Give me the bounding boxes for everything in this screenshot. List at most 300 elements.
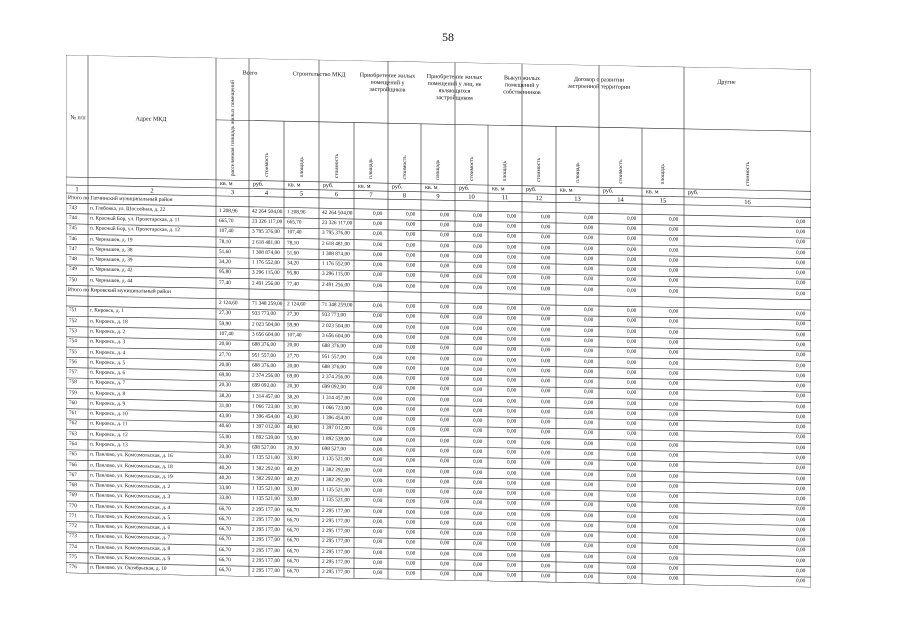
row-zero-value: 0,00 <box>373 272 383 279</box>
row-zero-value: 0,00 <box>669 483 679 490</box>
row-zero-value: 0,00 <box>627 236 637 243</box>
row-area: 27,30 <box>219 310 231 317</box>
row-zero-value: 0,00 <box>627 379 637 387</box>
row-area-construction: 77,40 <box>287 280 299 288</box>
unit-label: руб. <box>392 184 403 191</box>
row-zero-value: 0,00 <box>406 396 416 403</box>
row-zero-value: 0,00 <box>373 210 383 217</box>
unit-label: руб. <box>253 181 264 188</box>
row-area: 20,30 <box>219 443 231 451</box>
row-index: 766 <box>69 461 77 468</box>
row-zero-value: 0,00 <box>796 362 806 369</box>
column-number: 3 <box>230 188 235 196</box>
row-zero-value: 0,00 <box>541 439 551 447</box>
row-zero-value: 0,00 <box>796 516 806 523</box>
row-zero-value: 0,00 <box>406 468 416 475</box>
row-zero-value: 0,00 <box>627 266 637 274</box>
row-cost-construction: 933 773,00 <box>322 312 346 319</box>
row-zero-value: 0,00 <box>541 470 551 477</box>
row-area-construction: 38,20 <box>287 393 299 401</box>
row-area: 33,00 <box>219 495 231 502</box>
row-index: 776 <box>69 564 77 571</box>
row-address: п. Кировск, д. 3 <box>90 338 126 346</box>
row-zero-value: 0,00 <box>796 557 806 564</box>
row-zero-value: 0,00 <box>627 349 637 356</box>
row-area: 59,90 <box>219 320 231 327</box>
row-zero-value: 0,00 <box>584 502 594 509</box>
row-zero-value: 0,00 <box>406 211 416 218</box>
row-zero-value: 0,00 <box>541 460 551 467</box>
row-address: п. Павлово, ул. Комсомольская, д. 2 <box>90 482 171 491</box>
row-zero-value: 0,00 <box>627 410 637 417</box>
row-address: п. Кировск, д. 4 <box>90 349 126 356</box>
row-address: г. Кировск, д. 1 <box>90 307 124 315</box>
row-zero-value: 0,00 <box>669 565 679 572</box>
row-area-construction: 20,00 <box>287 342 299 349</box>
row-area-construction: 66,70 <box>287 517 299 524</box>
row-zero-value: 0,00 <box>507 572 517 579</box>
row-zero-value: 0,00 <box>541 429 551 436</box>
row-zero-value: 0,00 <box>507 264 517 271</box>
row-area: 33,00 <box>219 485 231 492</box>
row-zero-value: 0,00 <box>541 244 551 251</box>
row-zero-value: 0,00 <box>406 262 416 269</box>
row-zero-value: 0,00 <box>627 277 637 284</box>
row-index: 774 <box>69 543 77 550</box>
row-zero-value: 0,00 <box>373 241 383 248</box>
column-number: 11 <box>501 193 509 201</box>
column-number: 9 <box>436 192 440 200</box>
row-address: п. Кировск, д. 10 <box>90 410 128 418</box>
row-area: 40,20 <box>219 464 231 471</box>
row-address: п. Павлово, ул. Комсомольская, д. 3 <box>90 492 171 501</box>
row-zero-value: 0,00 <box>796 496 806 503</box>
row-zero-value: 0,00 <box>440 520 450 527</box>
row-zero-value: 0,00 <box>406 570 416 577</box>
row-zero-value: 0,00 <box>627 431 637 438</box>
row-zero-value: 0,00 <box>669 370 679 377</box>
row-zero-value: 0,00 <box>440 314 450 321</box>
row-zero-value: 0,00 <box>584 266 594 273</box>
column-number: 7 <box>369 191 373 199</box>
row-zero-value: 0,00 <box>473 284 483 291</box>
row-cost: 71 348 259,00 <box>252 300 283 308</box>
subheader: стоимость <box>744 161 751 187</box>
row-zero-value: 0,00 <box>541 511 551 518</box>
group-row-title: Итого по Кировский муниципальный район <box>68 286 171 295</box>
row-zero-value: 0,00 <box>373 323 383 330</box>
row-zero-value: 0,00 <box>584 533 594 540</box>
row-zero-value: 0,00 <box>373 477 383 484</box>
row-zero-value: 0,00 <box>406 478 416 485</box>
row-area: 95,80 <box>219 269 231 276</box>
row-cost-construction: 71 348 259,00 <box>322 302 353 309</box>
row-cost-construction: 42 264 504,00 <box>322 209 353 217</box>
row-zero-value: 0,00 <box>440 222 450 229</box>
row-zero-value: 0,00 <box>796 444 806 451</box>
row-cost: 3 656 604,00 <box>252 331 280 339</box>
row-cost: 2 618 481,00 <box>252 239 280 246</box>
row-cost: 42 264 504,00 <box>252 208 283 215</box>
row-zero-value: 0,00 <box>584 358 594 365</box>
row-area-construction: 69,00 <box>287 373 299 380</box>
row-zero-value: 0,00 <box>440 242 450 249</box>
row-zero-value: 0,00 <box>584 481 594 488</box>
row-cost-construction: 3 795 376,00 <box>322 230 350 237</box>
row-zero-value: 0,00 <box>373 549 383 556</box>
subheader: площадь <box>574 162 581 183</box>
row-cost-construction: 2 491 256,00 <box>322 281 350 289</box>
row-zero-value: 0,00 <box>796 270 806 277</box>
row-zero-value: 0,00 <box>507 285 517 292</box>
column-number: 6 <box>334 190 339 198</box>
row-zero-value: 0,00 <box>669 555 679 562</box>
row-zero-value: 0,00 <box>627 574 637 582</box>
row-area-construction: 31,00 <box>287 404 299 411</box>
row-zero-value: 0,00 <box>507 439 517 446</box>
row-zero-value: 0,00 <box>541 316 551 323</box>
row-zero-value: 0,00 <box>669 236 679 244</box>
row-cost: 699 092,00 <box>252 382 276 390</box>
row-zero-value: 0,00 <box>584 574 594 581</box>
row-address: п. Чернышев, д. 38 <box>90 246 133 254</box>
row-zero-value: 0,00 <box>507 480 517 487</box>
row-zero-value: 0,00 <box>440 437 450 445</box>
row-area-construction: 2 124,60 <box>287 301 306 308</box>
row-zero-value: 0,00 <box>627 503 637 510</box>
row-zero-value: 0,00 <box>473 469 483 476</box>
row-zero-value: 0,00 <box>507 408 517 415</box>
row-zero-value: 0,00 <box>796 331 806 338</box>
row-zero-value: 0,00 <box>669 360 679 367</box>
row-area: 43,00 <box>219 413 231 420</box>
row-cost-construction: 3 296 115,00 <box>322 271 350 278</box>
row-zero-value: 0,00 <box>627 328 637 335</box>
row-address: п. Глебовка, ул. Шоссейная, д. 22 <box>90 205 166 213</box>
row-index: 762 <box>69 420 77 427</box>
row-cost-construction: 1 135 521,00 <box>322 456 350 463</box>
row-area: 31,00 <box>219 402 231 410</box>
row-zero-value: 0,00 <box>507 459 517 466</box>
row-index: 754 <box>69 338 77 345</box>
row-zero-value: 0,00 <box>373 231 383 238</box>
row-zero-value: 0,00 <box>584 286 594 293</box>
row-zero-value: 0,00 <box>507 511 517 518</box>
row-zero-value: 0,00 <box>796 218 806 225</box>
row-zero-value: 0,00 <box>473 541 483 548</box>
row-zero-value: 0,00 <box>796 547 806 554</box>
row-zero-value: 0,00 <box>373 467 383 474</box>
row-zero-value: 0,00 <box>507 305 517 312</box>
row-zero-value: 0,00 <box>627 544 637 551</box>
row-cost-construction: 698 527,00 <box>322 445 346 453</box>
column-number: 1 <box>75 185 79 193</box>
row-zero-value: 0,00 <box>669 452 679 459</box>
row-area-construction: 95,80 <box>287 270 299 277</box>
row-zero-value: 0,00 <box>373 508 383 515</box>
row-index: 747 <box>69 245 77 253</box>
row-zero-value: 0,00 <box>406 447 416 454</box>
row-zero-value: 0,00 <box>373 364 383 371</box>
row-zero-value: 0,00 <box>440 468 450 475</box>
row-zero-value: 0,00 <box>669 339 679 346</box>
row-address: п. Павлово, ул. Комсомольская, д. 16 <box>90 451 173 460</box>
row-cost: 1 397 012,00 <box>252 424 280 431</box>
row-zero-value: 0,00 <box>627 369 637 376</box>
column-number: 5 <box>299 189 304 198</box>
row-zero-value: 0,00 <box>473 438 483 445</box>
row-cost-construction: 2 295 177,00 <box>322 507 350 515</box>
row-index: 753 <box>69 328 77 335</box>
row-zero-value: 0,00 <box>584 450 594 458</box>
row-index: 750 <box>69 276 77 283</box>
subheader: расселяемая площадь жилых помещений <box>229 79 236 177</box>
row-zero-value: 0,00 <box>627 246 637 253</box>
row-zero-value: 0,00 <box>473 346 483 353</box>
row-zero-value: 0,00 <box>473 233 483 240</box>
row-zero-value: 0,00 <box>507 213 517 220</box>
row-zero-value: 0,00 <box>406 303 416 310</box>
row-zero-value: 0,00 <box>473 520 483 527</box>
column-number: 8 <box>402 191 407 200</box>
row-address: п. Кировск, д. 6 <box>90 369 126 377</box>
row-area: 66,70 <box>219 505 231 512</box>
row-zero-value: 0,00 <box>584 337 594 345</box>
row-zero-value: 0,00 <box>406 385 416 393</box>
row-zero-value: 0,00 <box>541 563 551 570</box>
row-zero-value: 0,00 <box>507 490 517 497</box>
row-cost: 2 295 177,00 <box>252 536 280 544</box>
row-zero-value: 0,00 <box>440 478 450 486</box>
row-zero-value: 0,00 <box>473 551 483 558</box>
row-zero-value: 0,00 <box>541 501 551 508</box>
row-zero-value: 0,00 <box>507 521 517 528</box>
subheader: стоимость <box>401 155 408 180</box>
row-area-construction: 78,10 <box>287 239 299 247</box>
row-address: п. Кировск, д. 7 <box>90 379 126 387</box>
row-zero-value: 0,00 <box>440 211 450 219</box>
row-area: 66,70 <box>219 556 231 564</box>
row-index: 745 <box>69 225 77 232</box>
row-zero-value: 0,00 <box>373 529 383 536</box>
row-zero-value: 0,00 <box>373 570 383 577</box>
row-zero-value: 0,00 <box>473 263 483 271</box>
row-zero-value: 0,00 <box>406 355 416 362</box>
row-zero-value: 0,00 <box>473 243 483 250</box>
row-zero-value: 0,00 <box>584 420 594 427</box>
row-area-construction: 40,60 <box>287 424 299 431</box>
row-zero-value: 0,00 <box>669 257 679 264</box>
row-zero-value: 0,00 <box>627 533 637 541</box>
row-zero-value: 0,00 <box>584 327 594 334</box>
row-index: 767 <box>69 471 77 479</box>
row-address: п. Павлово, ул. Комсомольская, д. 9 <box>90 554 171 562</box>
row-index: 765 <box>69 451 77 458</box>
row-zero-value: 0,00 <box>507 500 517 507</box>
row-zero-value: 0,00 <box>541 357 551 364</box>
row-cost: 2 295 177,00 <box>252 526 280 534</box>
row-zero-value: 0,00 <box>541 419 551 426</box>
row-zero-value: 0,00 <box>507 315 517 323</box>
row-address: п. Павлово, ул. Октябрьская, д. 10 <box>90 564 167 573</box>
row-zero-value: 0,00 <box>627 441 637 448</box>
row-area: 77,40 <box>219 279 231 286</box>
row-zero-value: 0,00 <box>406 365 416 372</box>
unit-label: руб. <box>459 185 470 192</box>
row-zero-value: 0,00 <box>507 377 517 384</box>
row-zero-value: 0,00 <box>373 374 383 382</box>
row-zero-value: 0,00 <box>796 403 806 410</box>
row-zero-value: 0,00 <box>796 290 806 297</box>
row-zero-value: 0,00 <box>669 462 679 470</box>
row-zero-value: 0,00 <box>507 254 517 261</box>
row-cost: 1 176 552,00 <box>252 259 280 267</box>
row-cost: 2 023 504,00 <box>252 321 280 328</box>
row-index: 760 <box>69 399 77 407</box>
row-area-construction: 27,30 <box>287 311 299 318</box>
row-zero-value: 0,00 <box>627 564 637 571</box>
row-cost: 3 296 115,00 <box>252 269 280 277</box>
row-zero-value: 0,00 <box>627 256 637 263</box>
row-area: 66,70 <box>219 567 231 574</box>
row-cost-construction: 1 135 521,00 <box>322 486 350 494</box>
row-cost-construction: 2 295 177,00 <box>322 548 350 556</box>
row-address: п. Чернышев, д. 42 <box>90 266 133 274</box>
row-index: 764 <box>69 441 77 448</box>
row-zero-value: 0,00 <box>373 251 383 258</box>
row-area-construction: 66,70 <box>287 558 299 565</box>
row-zero-value: 0,00 <box>584 553 594 560</box>
row-zero-value: 0,00 <box>541 542 551 549</box>
row-index: 771 <box>69 512 77 520</box>
row-address: п. Павлово, ул. Комсомольская, д. 5 <box>90 513 171 521</box>
row-area: 34,20 <box>219 259 231 266</box>
row-index: 769 <box>69 492 77 499</box>
group-header: Договор о развитии застроенной территории <box>567 76 631 91</box>
row-address: п. Павлово, ул. Комсомольская, д. 6 <box>90 523 171 532</box>
row-zero-value: 0,00 <box>440 540 450 547</box>
row-area-construction: 66,70 <box>287 506 299 514</box>
unit-label: кв. м <box>646 189 659 196</box>
row-zero-value: 0,00 <box>584 399 594 406</box>
row-zero-value: 0,00 <box>584 307 594 314</box>
unit-label: руб. <box>526 186 537 194</box>
row-zero-value: 0,00 <box>541 234 551 241</box>
row-zero-value: 0,00 <box>440 407 450 414</box>
table-sheet <box>66 55 811 587</box>
row-zero-value: 0,00 <box>373 559 383 567</box>
row-cost: 3 795 376,00 <box>252 228 280 236</box>
row-zero-value: 0,00 <box>541 532 551 539</box>
row-zero-value: 0,00 <box>406 221 416 228</box>
row-zero-value: 0,00 <box>373 313 383 320</box>
row-zero-value: 0,00 <box>541 265 551 272</box>
row-area-construction: 33,00 <box>287 486 299 493</box>
row-zero-value: 0,00 <box>473 325 483 332</box>
row-area: 665,70 <box>219 217 234 225</box>
row-zero-value: 0,00 <box>584 368 594 375</box>
row-cost-construction: 2 295 177,00 <box>322 517 350 525</box>
row-zero-value: 0,00 <box>507 233 517 240</box>
row-zero-value: 0,00 <box>627 225 637 232</box>
row-area: 69,00 <box>219 372 231 379</box>
row-zero-value: 0,00 <box>541 213 551 221</box>
row-zero-value: 0,00 <box>373 518 383 525</box>
row-zero-value: 0,00 <box>796 578 806 585</box>
row-zero-value: 0,00 <box>473 428 483 435</box>
row-zero-value: 0,00 <box>440 376 450 383</box>
row-address: п. Павлово, ул. Комсомольская, д. 19 <box>90 472 173 480</box>
row-cost: 1 308 874,00 <box>252 249 280 256</box>
row-zero-value: 0,00 <box>584 471 594 478</box>
row-zero-value: 0,00 <box>507 274 517 282</box>
row-cost-construction: 3 656 604,00 <box>322 332 350 340</box>
unit-label: кв. м <box>492 186 505 193</box>
row-cost-construction: 2 295 177,00 <box>322 538 350 545</box>
row-zero-value: 0,00 <box>473 366 483 373</box>
row-cost: 951 557,00 <box>252 352 276 359</box>
row-zero-value: 0,00 <box>669 534 679 541</box>
row-cost-construction: 1 382 292,00 <box>322 466 350 473</box>
row-zero-value: 0,00 <box>473 510 483 517</box>
row-area: 1 208,96 <box>219 207 238 215</box>
row-zero-value: 0,00 <box>627 287 637 294</box>
row-zero-value: 0,00 <box>796 372 806 380</box>
row-zero-value: 0,00 <box>373 303 383 310</box>
row-address: п. Кировск, д. 12 <box>90 431 128 438</box>
column-number: 14 <box>617 196 624 204</box>
row-zero-value: 0,00 <box>373 220 383 228</box>
row-cost: 2 491 256,00 <box>252 280 280 287</box>
row-zero-value: 0,00 <box>440 335 450 342</box>
group-row-title: Итого по Гатчинский муниципальный район <box>68 194 173 203</box>
row-zero-value: 0,00 <box>406 416 416 423</box>
row-zero-value: 0,00 <box>627 390 637 397</box>
row-zero-value: 0,00 <box>473 305 483 312</box>
row-zero-value: 0,00 <box>440 561 450 568</box>
row-zero-value: 0,00 <box>507 387 517 395</box>
column-number: 4 <box>264 189 269 197</box>
row-cost: 23 326 117,00 <box>252 218 283 226</box>
row-zero-value: 0,00 <box>406 457 416 464</box>
row-address: п. Чернышев, д. 19 <box>90 236 133 243</box>
row-area-construction: 40,20 <box>287 476 299 483</box>
row-cost-construction: 1 892 539,00 <box>322 435 350 443</box>
row-cost-construction: 1 396 454,00 <box>322 415 350 422</box>
row-area: 78,10 <box>219 238 231 245</box>
row-zero-value: 0,00 <box>541 275 551 282</box>
row-zero-value: 0,00 <box>406 242 416 249</box>
row-area-construction: 34,20 <box>287 260 299 267</box>
row-zero-value: 0,00 <box>440 253 450 260</box>
row-index: 775 <box>69 554 77 561</box>
row-area-construction: 55,00 <box>287 434 299 442</box>
row-zero-value: 0,00 <box>627 462 637 469</box>
row-zero-value: 0,00 <box>406 406 416 413</box>
row-zero-value: 0,00 <box>669 349 679 357</box>
unit-label: кв. м <box>425 184 438 192</box>
row-index: 744 <box>69 215 77 222</box>
row-address: п. Красный Бор, ул. Пролетарская, д. 12 <box>90 225 180 234</box>
row-zero-value: 0,00 <box>406 344 416 351</box>
row-index: 768 <box>69 482 77 489</box>
row-index: 757 <box>69 369 77 376</box>
row-zero-value: 0,00 <box>373 333 383 341</box>
row-zero-value: 0,00 <box>507 326 517 333</box>
row-zero-value: 0,00 <box>796 506 806 513</box>
unit-label: руб. <box>603 188 614 195</box>
column-number: 2 <box>150 187 154 195</box>
